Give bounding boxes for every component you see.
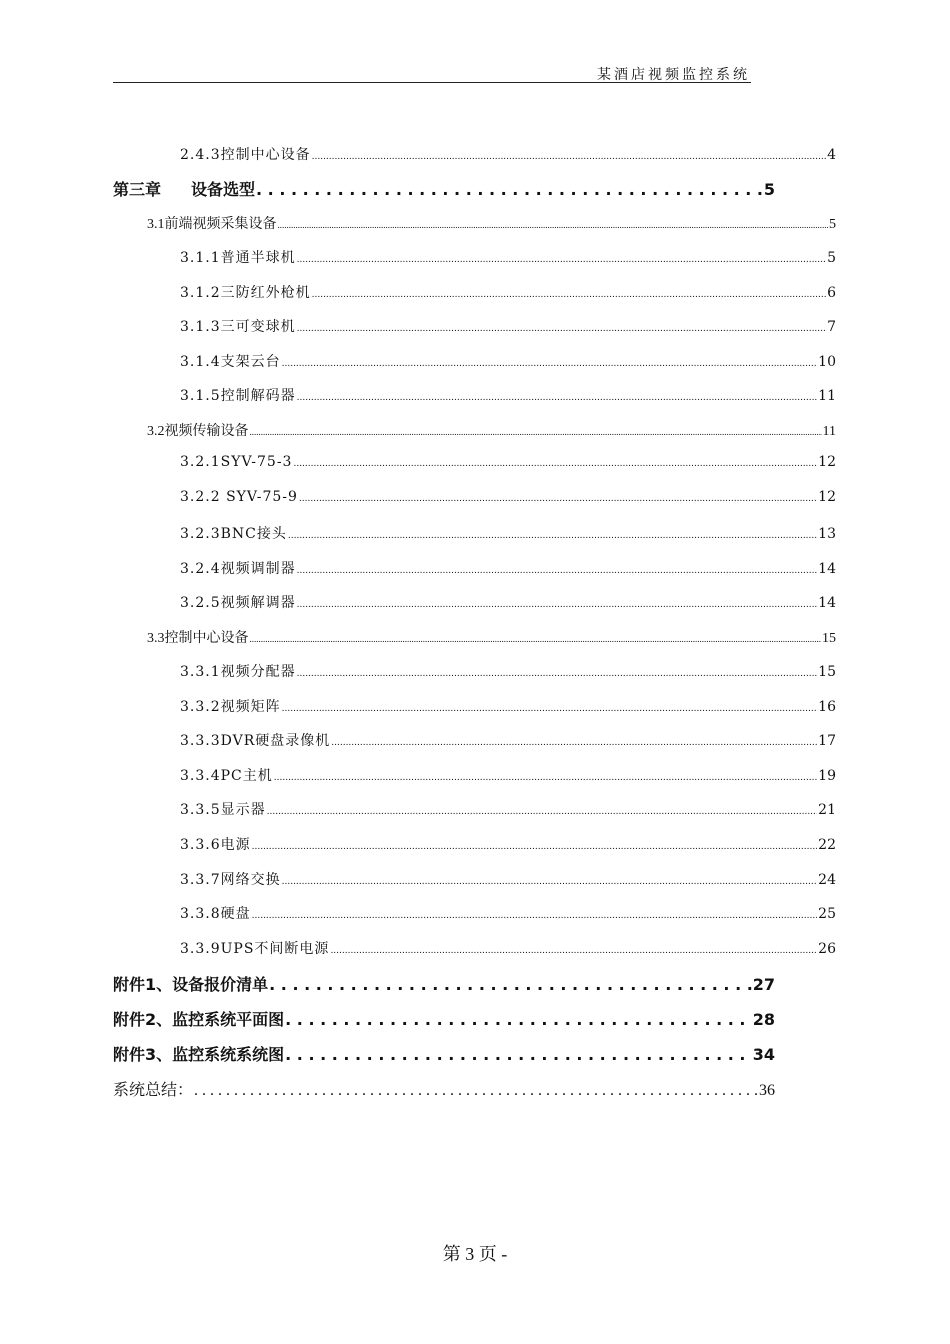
toc-entry-label: 3.2.2 SYV-75-9 [180, 489, 298, 505]
toc-entry-3-1-1[interactable] [180, 247, 836, 267]
toc-entry-2-4-3[interactable] [180, 144, 836, 164]
toc-page-number: 22 [818, 837, 836, 853]
toc-entry-label: 3.3.4PC主机 [180, 768, 273, 784]
toc-entry-3-1-3[interactable] [180, 316, 836, 336]
header-rule [113, 82, 751, 83]
chapter-number: 第三章 [113, 180, 162, 199]
toc-entry-3-2-5[interactable] [180, 592, 836, 612]
toc-entry-3-2-1[interactable] [180, 454, 836, 470]
dot-leader [274, 768, 817, 784]
dot-leader [330, 941, 817, 957]
toc-page-number: 36 [759, 1082, 775, 1099]
toc-page-number: 12 [818, 489, 836, 505]
toc-entry-label: 3.2.5视频解调器 [180, 595, 296, 611]
toc-entry-label: 3.2视频传输设备 [147, 424, 249, 439]
toc-entry-3-3-7[interactable] [180, 869, 836, 889]
dot-leader [312, 147, 826, 163]
dot-leader [256, 180, 763, 199]
toc-entry-label: 3.3.6电源 [180, 837, 251, 853]
dot-leader [250, 424, 822, 440]
toc-entry-3-3-3[interactable] [180, 730, 836, 750]
toc-appendix-3[interactable] [113, 1042, 775, 1065]
toc-page-number: 12 [818, 454, 836, 470]
toc-appendix-label: 附件1、设备报价清单 [113, 975, 269, 994]
toc-entry-3-3-6[interactable] [180, 834, 836, 854]
toc-entry-label: 3.1.5控制解码器 [180, 388, 296, 404]
toc-page-number: 19 [818, 768, 836, 784]
toc-page-number: 14 [818, 595, 836, 611]
dot-leader [252, 837, 818, 853]
dot-leader [250, 631, 822, 647]
toc-entry-label: 3.3.9UPS不间断电源 [180, 941, 330, 957]
toc-entry-label: 3.1前端视频采集设备 [147, 217, 277, 232]
toc-page-number: 25 [818, 906, 836, 922]
toc-entry-3-2-4[interactable] [180, 558, 836, 578]
toc-entry-label: 3.2.4视频调制器 [180, 561, 296, 577]
toc-entry-3-1[interactable] [147, 213, 836, 233]
toc-chapter-label [113, 177, 255, 200]
toc-appendix-label: 附件3、监控系统系统图 [113, 1045, 285, 1064]
toc-page-number: 14 [818, 561, 836, 577]
toc-page-number: 15 [818, 664, 836, 680]
dot-leader [312, 285, 826, 301]
dot-leader [282, 699, 818, 715]
dot-leader [288, 526, 817, 542]
toc-entry-label: 3.1.4支架云台 [180, 354, 281, 370]
toc-appendix-1[interactable] [113, 972, 775, 995]
dot-leader [297, 595, 818, 611]
dot-leader [297, 319, 826, 335]
toc-page-number: 17 [818, 733, 836, 749]
toc-entry-label: 3.1.1普通半球机 [180, 250, 296, 266]
toc-page-number: 7 [827, 319, 836, 335]
toc-page-number: 26 [818, 941, 836, 957]
dot-leader [297, 250, 826, 266]
dot-leader [299, 489, 817, 505]
toc-entry-3-3-2[interactable] [180, 696, 836, 716]
toc-entry-label: 3.3.2视频矩阵 [180, 699, 281, 715]
toc-page-number: 4 [827, 147, 836, 163]
toc-appendix-2[interactable] [113, 1007, 775, 1030]
toc-entry-label: 3.3.7网络交换 [180, 872, 281, 888]
toc-chapter-3[interactable] [113, 177, 775, 200]
toc-page-number: 15 [822, 631, 836, 646]
toc-entry-label: 3.1.3三可变球机 [180, 319, 296, 335]
toc-entry-label: 3.3.8硬盘 [180, 906, 251, 922]
toc-entry-label: 3.3.1视频分配器 [180, 664, 296, 680]
toc-page-number: 10 [818, 354, 836, 370]
toc-entry-label: 3.2.3BNC接头 [180, 526, 287, 542]
toc-entry-3-1-2[interactable] [180, 282, 836, 302]
toc-entry-label: 3.3控制中心设备 [147, 631, 249, 646]
toc-entry-3-1-4[interactable] [180, 351, 836, 371]
dot-leader [252, 906, 818, 922]
toc-summary[interactable] [113, 1077, 775, 1100]
toc-entry-label: 3.2.1SYV-75-3 [180, 454, 293, 470]
toc-entry-label: 2.4.3控制中心设备 [180, 147, 311, 163]
toc-entry-label: 3.3.3DVR硬盘录像机 [180, 733, 331, 749]
toc-entry-3-3-1[interactable] [180, 661, 836, 681]
toc-entry-3-1-5[interactable] [180, 385, 836, 405]
toc-page-number: 16 [818, 699, 836, 715]
dot-leader [194, 1082, 758, 1100]
toc-page-number: 6 [827, 285, 836, 301]
toc-entry-3-2[interactable] [147, 420, 836, 440]
dot-leader [267, 802, 818, 818]
header-title: 某酒店视频监控系统 [597, 67, 750, 83]
dot-leader [282, 872, 818, 888]
toc-page-number: 34 [752, 1045, 775, 1064]
toc-page-number: 5 [827, 250, 836, 266]
toc-entry-label: 3.1.2三防红外枪机 [180, 285, 311, 301]
toc-page-number: 13 [818, 526, 836, 542]
page-footer: 第 3 页 - [442, 1244, 508, 1264]
dot-leader [331, 733, 817, 749]
toc-page-number: 21 [818, 802, 836, 818]
toc-entry-3-3-8[interactable] [180, 903, 836, 923]
dot-leader [297, 664, 818, 680]
toc-appendix-label: 附件2、监控系统平面图 [113, 1010, 285, 1029]
dot-leader [293, 454, 817, 470]
dot-leader [282, 354, 818, 370]
chapter-title: 设备选型 [191, 180, 256, 199]
toc-page-number: 11 [818, 388, 836, 404]
dot-leader [297, 388, 818, 404]
toc-entry-3-3-4[interactable] [180, 765, 836, 785]
toc-entry-3-3-9[interactable] [180, 938, 836, 958]
toc-entry-label: 3.3.5显示器 [180, 802, 266, 818]
toc-page-number: 5 [829, 217, 836, 232]
toc-page-number: 5 [763, 180, 775, 199]
toc-entry-3-2-2[interactable] [180, 489, 836, 505]
dot-leader [297, 561, 818, 577]
dot-leader [285, 1045, 752, 1064]
toc-page-number: 28 [752, 1010, 775, 1029]
toc-summary-label: 系统总结： [113, 1082, 194, 1099]
toc-entry-3-3-5[interactable] [180, 799, 836, 819]
toc-page-number: 11 [822, 424, 836, 439]
toc-page-number: 27 [752, 975, 775, 994]
dot-leader [269, 975, 752, 994]
dot-leader [278, 217, 829, 233]
toc-entry-3-3[interactable] [147, 627, 836, 647]
dot-leader [285, 1010, 752, 1029]
toc-page-number: 24 [818, 872, 836, 888]
toc-entry-3-2-3[interactable] [180, 523, 836, 543]
